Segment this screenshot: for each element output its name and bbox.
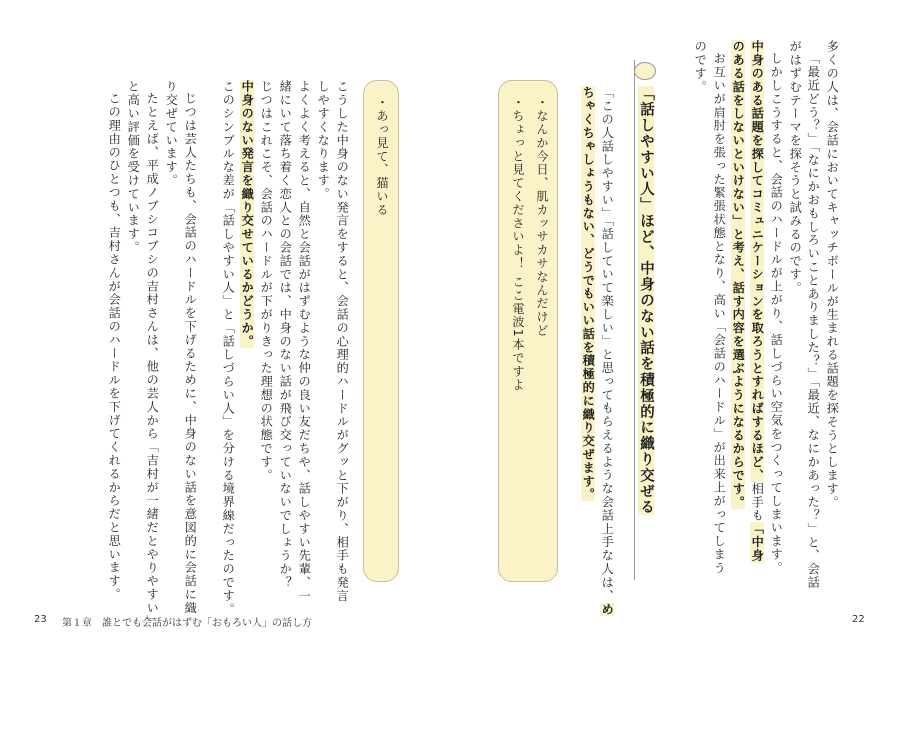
body-line: じつはこれこそ、会話のハードルが下がりきった理想の状態です。 (259, 80, 274, 482)
body-line: よくよく考えると、自然と会話がはずむような仲の良い友だちや、話しやすい先輩、一 (297, 80, 312, 603)
highlight-text: 「中身 (750, 522, 765, 563)
page-number-left: 23 (34, 614, 47, 625)
body-line: この理由のひとつも、吉村さんが会話のハードルを下げてくれるからだと思います。 (107, 92, 122, 602)
example-line: ・ちょっと見てくださいよ！ ここ電波1本ですよ (511, 96, 525, 392)
highlight-text: 中身のある話題を探してコミュニケーションを取ろうとすればするほど、 (750, 40, 765, 483)
body-line: がはずむテーマを探そうと試みるのです。 (788, 40, 803, 295)
section-heading (636, 86, 657, 736)
heading-text: 「話しやすい人」ほど、中身のない話を積極的に織り交ぜる (638, 86, 654, 516)
body-line: このシンプルな差が「話しやすい人」と「話しづらい人」を分ける境界線だったのです。 (221, 80, 236, 616)
body-text: 相手も (750, 482, 765, 523)
highlight-text: ちゃくちゃしょうもない、どうでもいい話を積極的に織り交ぜます。 (581, 86, 596, 502)
highlight-text: め (600, 602, 615, 616)
highlight-text: 中身のない発言を織り交せているかどうか。 (240, 80, 255, 348)
body-line (601, 86, 613, 736)
example-line: ・あっ見て、猫いる (375, 96, 389, 217)
chapter-footer: 第１章 誰とでも会話がはずむ「おもろい人」の話し方 (62, 618, 312, 629)
body-line: 「最近どう？」「なにかおもしろいことありました？」「最近、なにかあった？」と、会話 (806, 52, 821, 590)
page-number-right: 22 (852, 614, 865, 625)
body-line-highlight (582, 86, 594, 736)
body-line: しかしこうすると、会話のハードルが上がり、話しづらい空気をつくってしまいます。 (769, 52, 784, 575)
body-line: 多くの人は、会話においてキャッチボールが生まれる話題を探そうとします。 (825, 40, 840, 509)
body-line-highlight (732, 40, 744, 690)
heading-rule (634, 60, 635, 580)
body-line: たとえば、平成ノブシコブシの吉村さんは、他の芸人から「吉村が一緒だとやりやすい」 (145, 92, 160, 628)
lightbulb-icon (634, 62, 656, 80)
body-text: 「この人話しやすい」「話していて楽しい」と思ってもらえるような会話上手な人は、 (600, 86, 615, 603)
body-line: じつは芸人たちも、会話のハードルを下げるために、中身のない話を意図的に会話に織 (183, 92, 198, 615)
body-line-highlight (241, 80, 253, 730)
body-line: のです。 (693, 40, 708, 94)
body-line: しやすくなります。 (316, 80, 331, 201)
body-line: と高い評価を受けています。 (126, 80, 141, 255)
body-line: お互いが肩肘を張った緊張状態となり、高い「会話のハードル」が出来上がってしまう (712, 52, 727, 575)
body-line: り交ぜています。 (164, 80, 179, 188)
body-line: こうした中身のない発言をすると、会話の心理的ハードルがグッと下がり、相手も発言 (335, 80, 350, 603)
body-line-highlight (751, 40, 763, 690)
highlight-text: のある話をしないといけない」と考え、話す内容を選ぶようになるからです。 (731, 40, 746, 509)
example-line: ・なんか今日、肌カッサカサなんだけど (535, 96, 549, 338)
body-line: 緒にいて落ち着く恋人との会話では、中身のない話が飛び交っていないでしょうか？ (278, 80, 293, 590)
